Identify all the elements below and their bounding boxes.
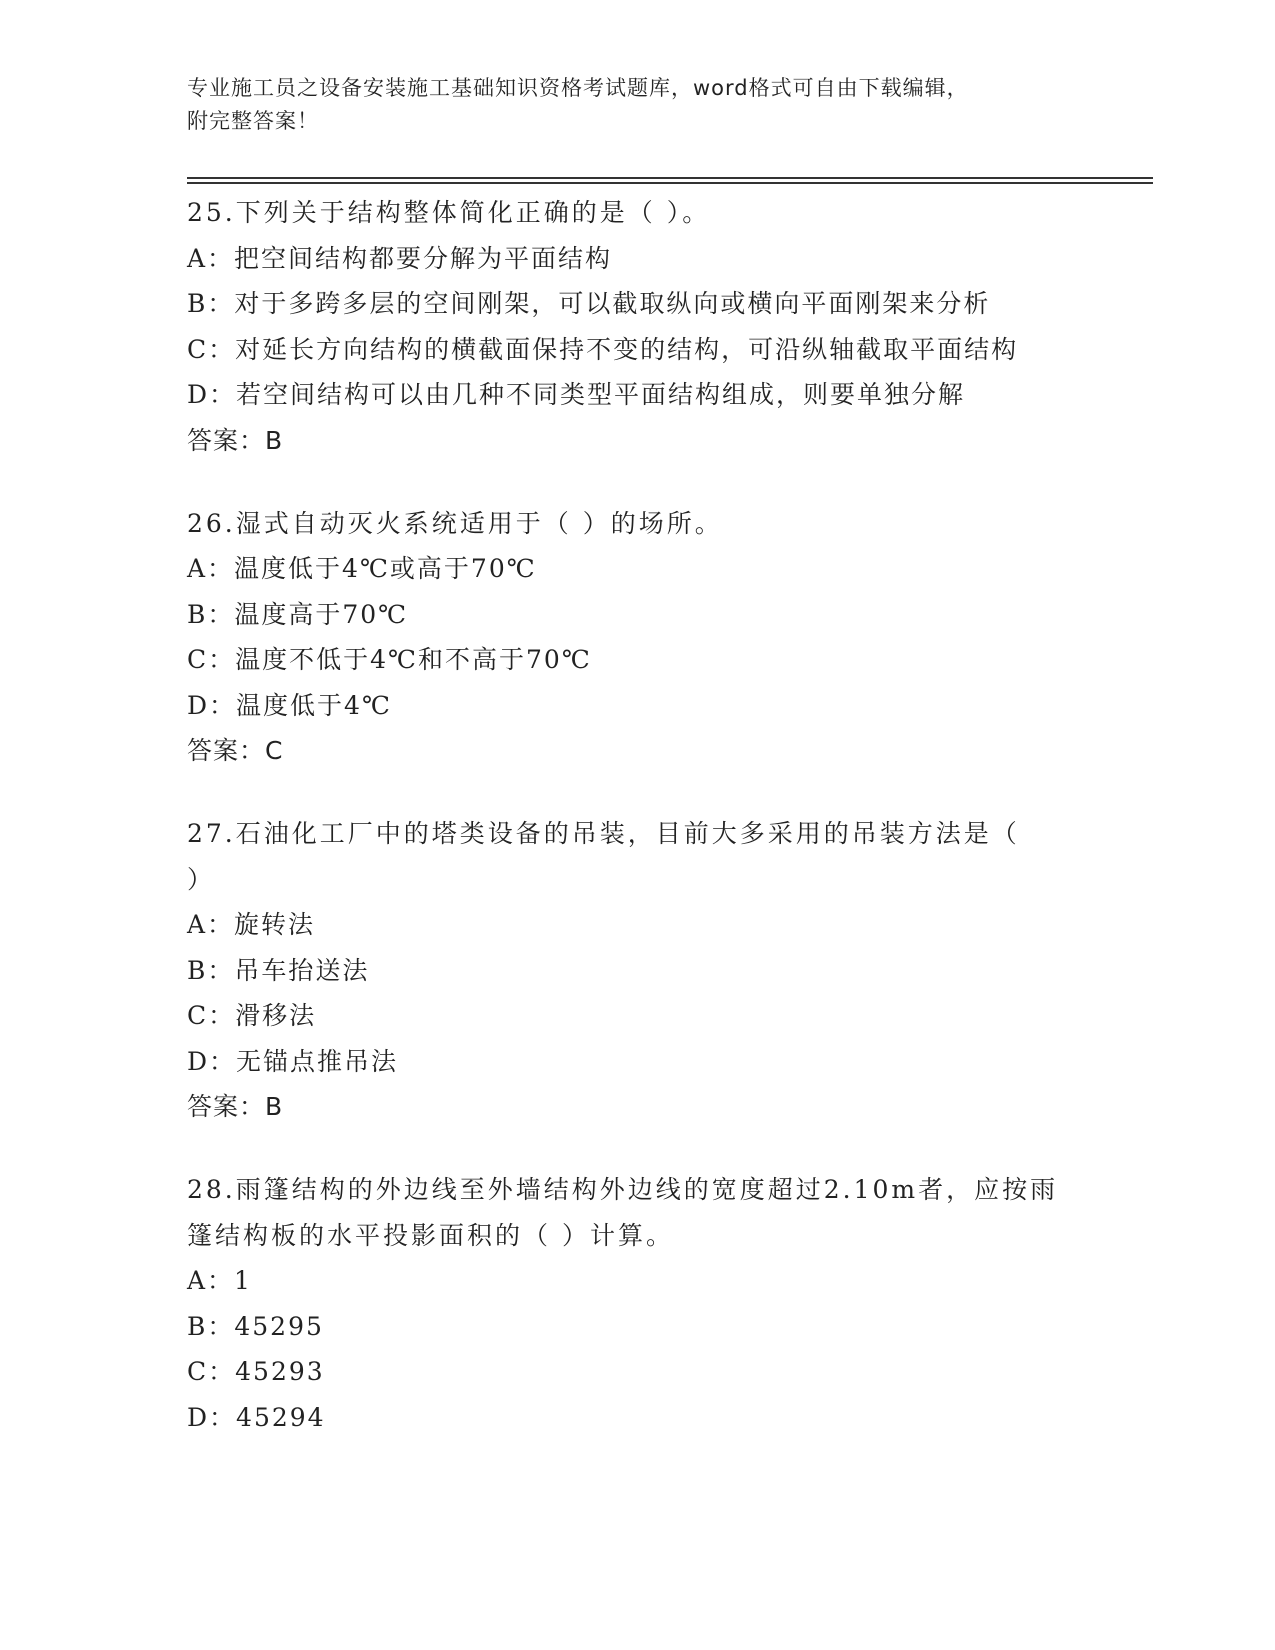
option-d: D：若空间结构可以由几种不同类型平面结构组成，则要单独分解	[187, 380, 966, 409]
option-b: B：45295	[187, 1311, 324, 1341]
question-stem: 26.湿式自动灭火系统适用于（ ）的场所。	[187, 508, 723, 538]
header-divider-top	[187, 177, 1153, 179]
option-d: D：温度低于4℃	[187, 690, 392, 720]
option-b: B：吊车抬送法	[187, 955, 370, 985]
option-a: A：温度低于4℃或高于70℃	[187, 554, 537, 583]
header-line-1: 专业施工员之设备安装施工基础知识资格考试题库，word格式可自由下载编辑，	[187, 76, 969, 100]
question-stem-line-2: ）	[187, 864, 216, 894]
header-line-2: 附完整答案！	[187, 109, 319, 133]
question-27	[187, 811, 1147, 1129]
answer-label: 答案：B	[187, 1092, 284, 1121]
option-d: D：无锚点推吊法	[187, 1046, 399, 1076]
document-header	[187, 72, 1087, 138]
option-a: A：旋转法	[187, 910, 316, 939]
option-c: C：温度不低于4℃和不高于70℃	[187, 645, 592, 674]
option-b: B：温度高于70℃	[187, 599, 409, 629]
header-divider-bottom	[187, 182, 1153, 184]
option-c: C：对延长方向结构的横截面保持不变的结构，可沿纵轴截取平面结构	[187, 334, 1019, 364]
option-a: A：1	[187, 1266, 252, 1295]
question-26	[187, 501, 1147, 774]
question-stem: 25.下列关于结构整体简化正确的是（ ）。	[187, 198, 711, 227]
question-25	[187, 190, 1147, 463]
answer-label: 答案：C	[187, 736, 284, 765]
option-c: C：滑移法	[187, 1001, 317, 1030]
question-stem-line-1: 27.石油化工厂中的塔类设备的吊装，目前大多采用的吊装方法是（	[187, 819, 1020, 848]
question-list	[187, 190, 1147, 1478]
option-a: A：把空间结构都要分解为平面结构	[187, 243, 613, 273]
question-28	[187, 1167, 1147, 1440]
question-stem-line-1: 28.雨篷结构的外边线至外墙结构外边线的宽度超过2.10m者，应按雨	[187, 1175, 1059, 1204]
question-stem-line-2: 篷结构板的水平投影面积的（ ）计算。	[187, 1220, 674, 1250]
answer-label: 答案：B	[187, 425, 284, 455]
option-c: C：45293	[187, 1357, 325, 1386]
option-d: D：45294	[187, 1402, 326, 1432]
option-b: B：对于多跨多层的空间刚架，可以截取纵向或横向平面刚架来分析	[187, 289, 991, 318]
